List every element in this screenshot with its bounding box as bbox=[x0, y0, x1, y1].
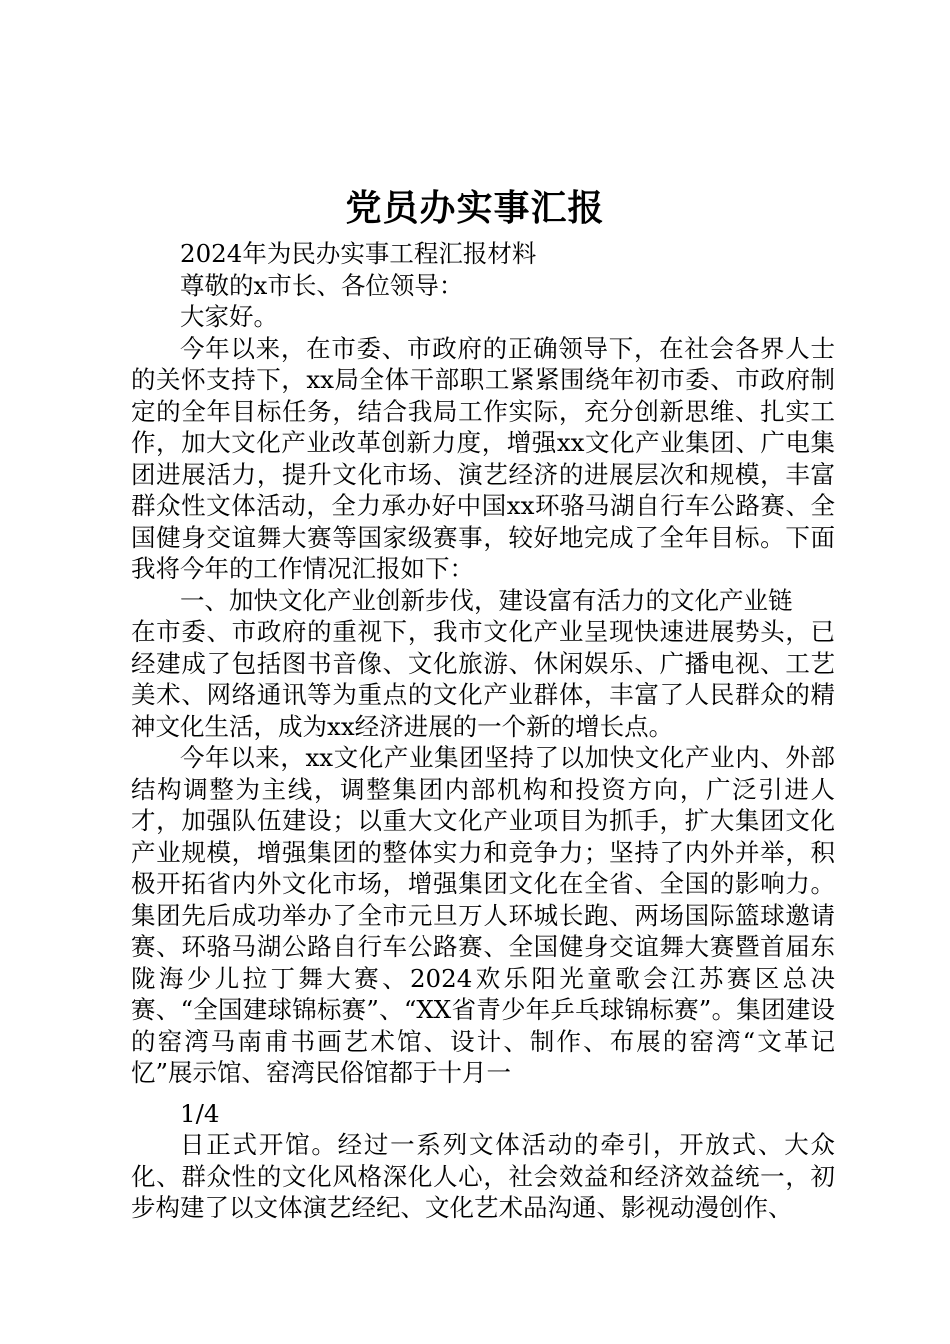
paragraph-intro: 今年以来，在市委、市政府的正确领导下，在社会各界人士的关怀支持下，xx局全体干部职工紧紧围绕年初市委、市政府制定的全年目标任务，结合我局工作实际，充分创新思维、扎实工作，加大文化产业改革创新力度，增强xx文化产业集团、广电集团进展活力，提升文化市场、演艺经济的进展层次和规模，丰富群众性文体活动，全力承办好中国xx环骆马湖自行车公路赛、全国健身交谊舞大赛等国家级赛事，较好地完成了全年目标。下面我将今年的工作情况汇报如下： bbox=[131, 333, 835, 583]
page-number: 1/4 bbox=[180, 1098, 220, 1128]
paragraph-salutation: 尊敬的x市长、各位领导： bbox=[180, 270, 464, 300]
document-body bbox=[131, 238, 835, 1224]
paragraph: 在市委、市政府的重视下，我市文化产业呈现快速进展势头，已经建成了包括图书音像、文化旅游、休闲娱乐、广播电视、工艺美术、网络通讯等为重点的文化产业群体，丰富了人民群众的精神文化生活，成为xx经济进展的一个新的增长点。 bbox=[131, 617, 835, 741]
paragraph-subtitle: 2024年为民办实事工程汇报材料 bbox=[180, 239, 537, 268]
document-title: 党员办实事汇报 bbox=[345, 187, 605, 229]
paragraph-greeting: 大家好。 bbox=[180, 302, 278, 331]
paragraph: 日正式开馆。经过一系列文体活动的牵引，开放式、大众化、群众性的文化风格深化人心，社会效益和经济效益统一，初步构建了以文体演艺经纪、文化艺术品沟通、影视动漫创作、 bbox=[131, 1130, 835, 1222]
section-heading: 一、加快文化产业创新步伐，建设富有活力的文化产业链 bbox=[180, 585, 793, 615]
paragraph: 今年以来，xx文化产业集团坚持了以加快文化产业内、外部结构调整为主线，调整集团内部机构和投资方向，广泛引进人才，加强队伍建设；以重大文化产业项目为抓手，扩大集团文化产业规模，增强集团的整体实力和竞争力；坚持了内外并举，积极开拓省内外文化市场，增强集团文化在全省、全国的影响力。集团先后成功举办了全市元旦万人环城长跑、两场国际篮球邀请赛、环骆马湖公路自行车公路赛、全国健身交谊舞大赛暨首届东陇海少儿拉丁舞大赛、2024欢乐阳光童歌会江苏赛区总决赛、“全国建球锦标赛”、“XX省青少年乒乓球锦标赛”。集团建设的窑湾马南甫书画艺术馆、设计、制作、布展的窑湾“文革记忆”展示馆、窑湾民俗馆都于十月一 bbox=[131, 743, 835, 1087]
